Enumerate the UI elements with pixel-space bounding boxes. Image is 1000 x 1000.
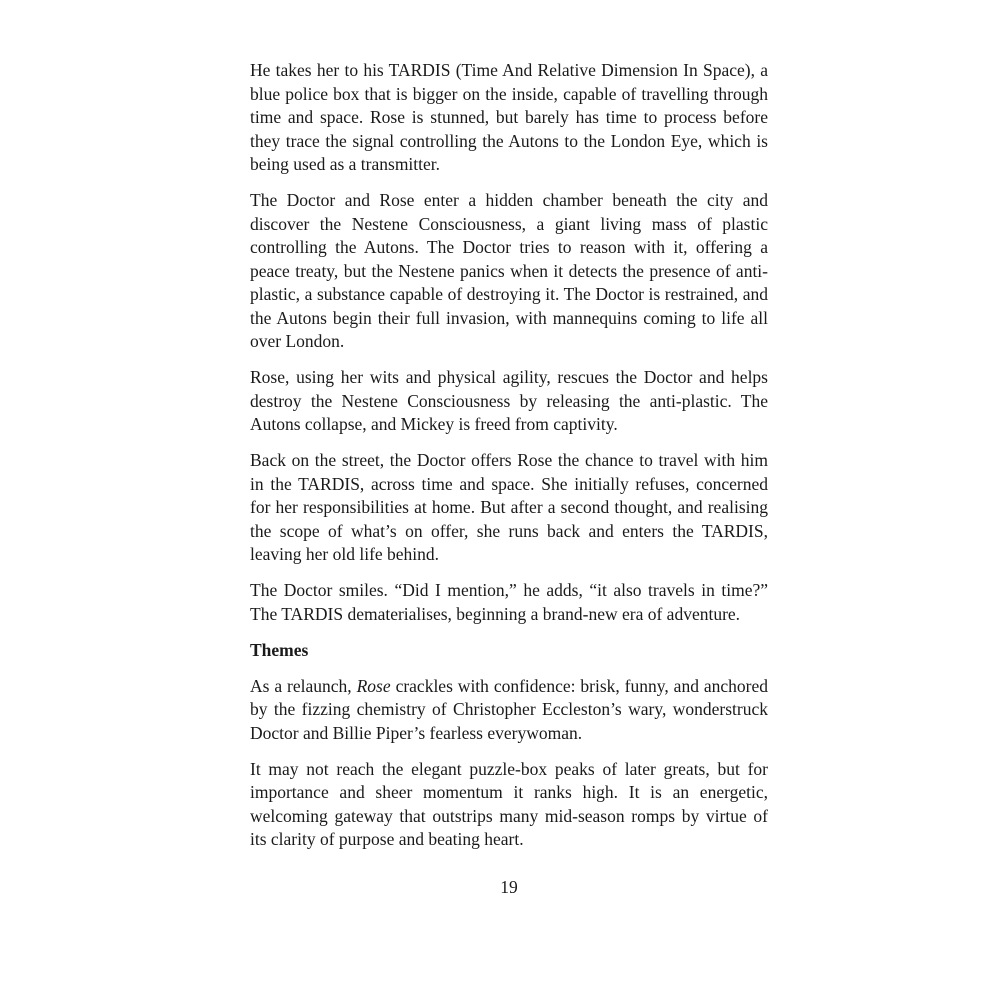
section-heading	[250, 639, 768, 663]
italic-text-segment: Rose	[356, 675, 391, 696]
text-column	[250, 59, 768, 864]
paragraph	[250, 189, 768, 354]
paragraph	[250, 449, 768, 567]
text-segment: He takes her to his TARDIS (Time And Relative Dimension In Space), a blue police box that is bigger on the inside, capable of travelling through time and space. Rose is stunned, but barely has time to process before they trace the signal controlling the Autons to the London Eye, which is being used as a transmitter.	[250, 60, 768, 174]
text-segment: It may not reach the elegant puzzle-box peaks of later greats, but for importance and sheer momentum it ranks high. It is an energetic, welcoming gateway that outstrips many mid-season romps by virtue of its clarity of purpose and beating heart.	[250, 758, 768, 849]
text-segment: crackles with confidence: brisk, funny, and anchored by the fizzing chemistry of Christopher Eccleston’s wary, wonderstruck Doctor and Billie Piper’s fearless everywoman.	[250, 675, 768, 743]
paragraph	[250, 366, 768, 437]
text-segment: Themes	[250, 639, 309, 660]
text-segment: Back on the street, the Doctor offers Rose the chance to travel with him in the TARDIS, across time and space. She initially refuses, concerned for her responsibilities at home. But after a second thought, and realising the scope of what’s on offer, she runs back and enters the TARDIS, leaving her old life behind.	[250, 450, 768, 564]
text-segment: As a relaunch,	[250, 675, 357, 696]
text-segment: The Doctor and Rose enter a hidden chamber beneath the city and discover the Nestene Consciousness, a giant living mass of plastic controlling the Autons. The Doctor tries to reason with it, offering a peace treaty, but the Nestene panics when it detects the presence of anti-plastic, a substance capable of destroying it. The Doctor is restrained, and the Autons begin their full invasion, with mannequins coming to life all over London.	[250, 190, 768, 351]
paragraph	[250, 579, 768, 626]
paragraph	[250, 758, 768, 852]
text-segment: The Doctor smiles. “Did I mention,” he adds, “it also travels in time?” The TARDIS dematerialises, beginning a brand-new era of adventure.	[250, 580, 768, 624]
page-number: 19	[500, 877, 518, 897]
paragraph	[250, 59, 768, 177]
paragraph	[250, 675, 768, 746]
text-segment: Rose, using her wits and physical agility, rescues the Doctor and helps destroy the Nestene Consciousness by releasing the anti-plastic. The Autons collapse, and Mickey is freed from captivity.	[250, 367, 768, 434]
